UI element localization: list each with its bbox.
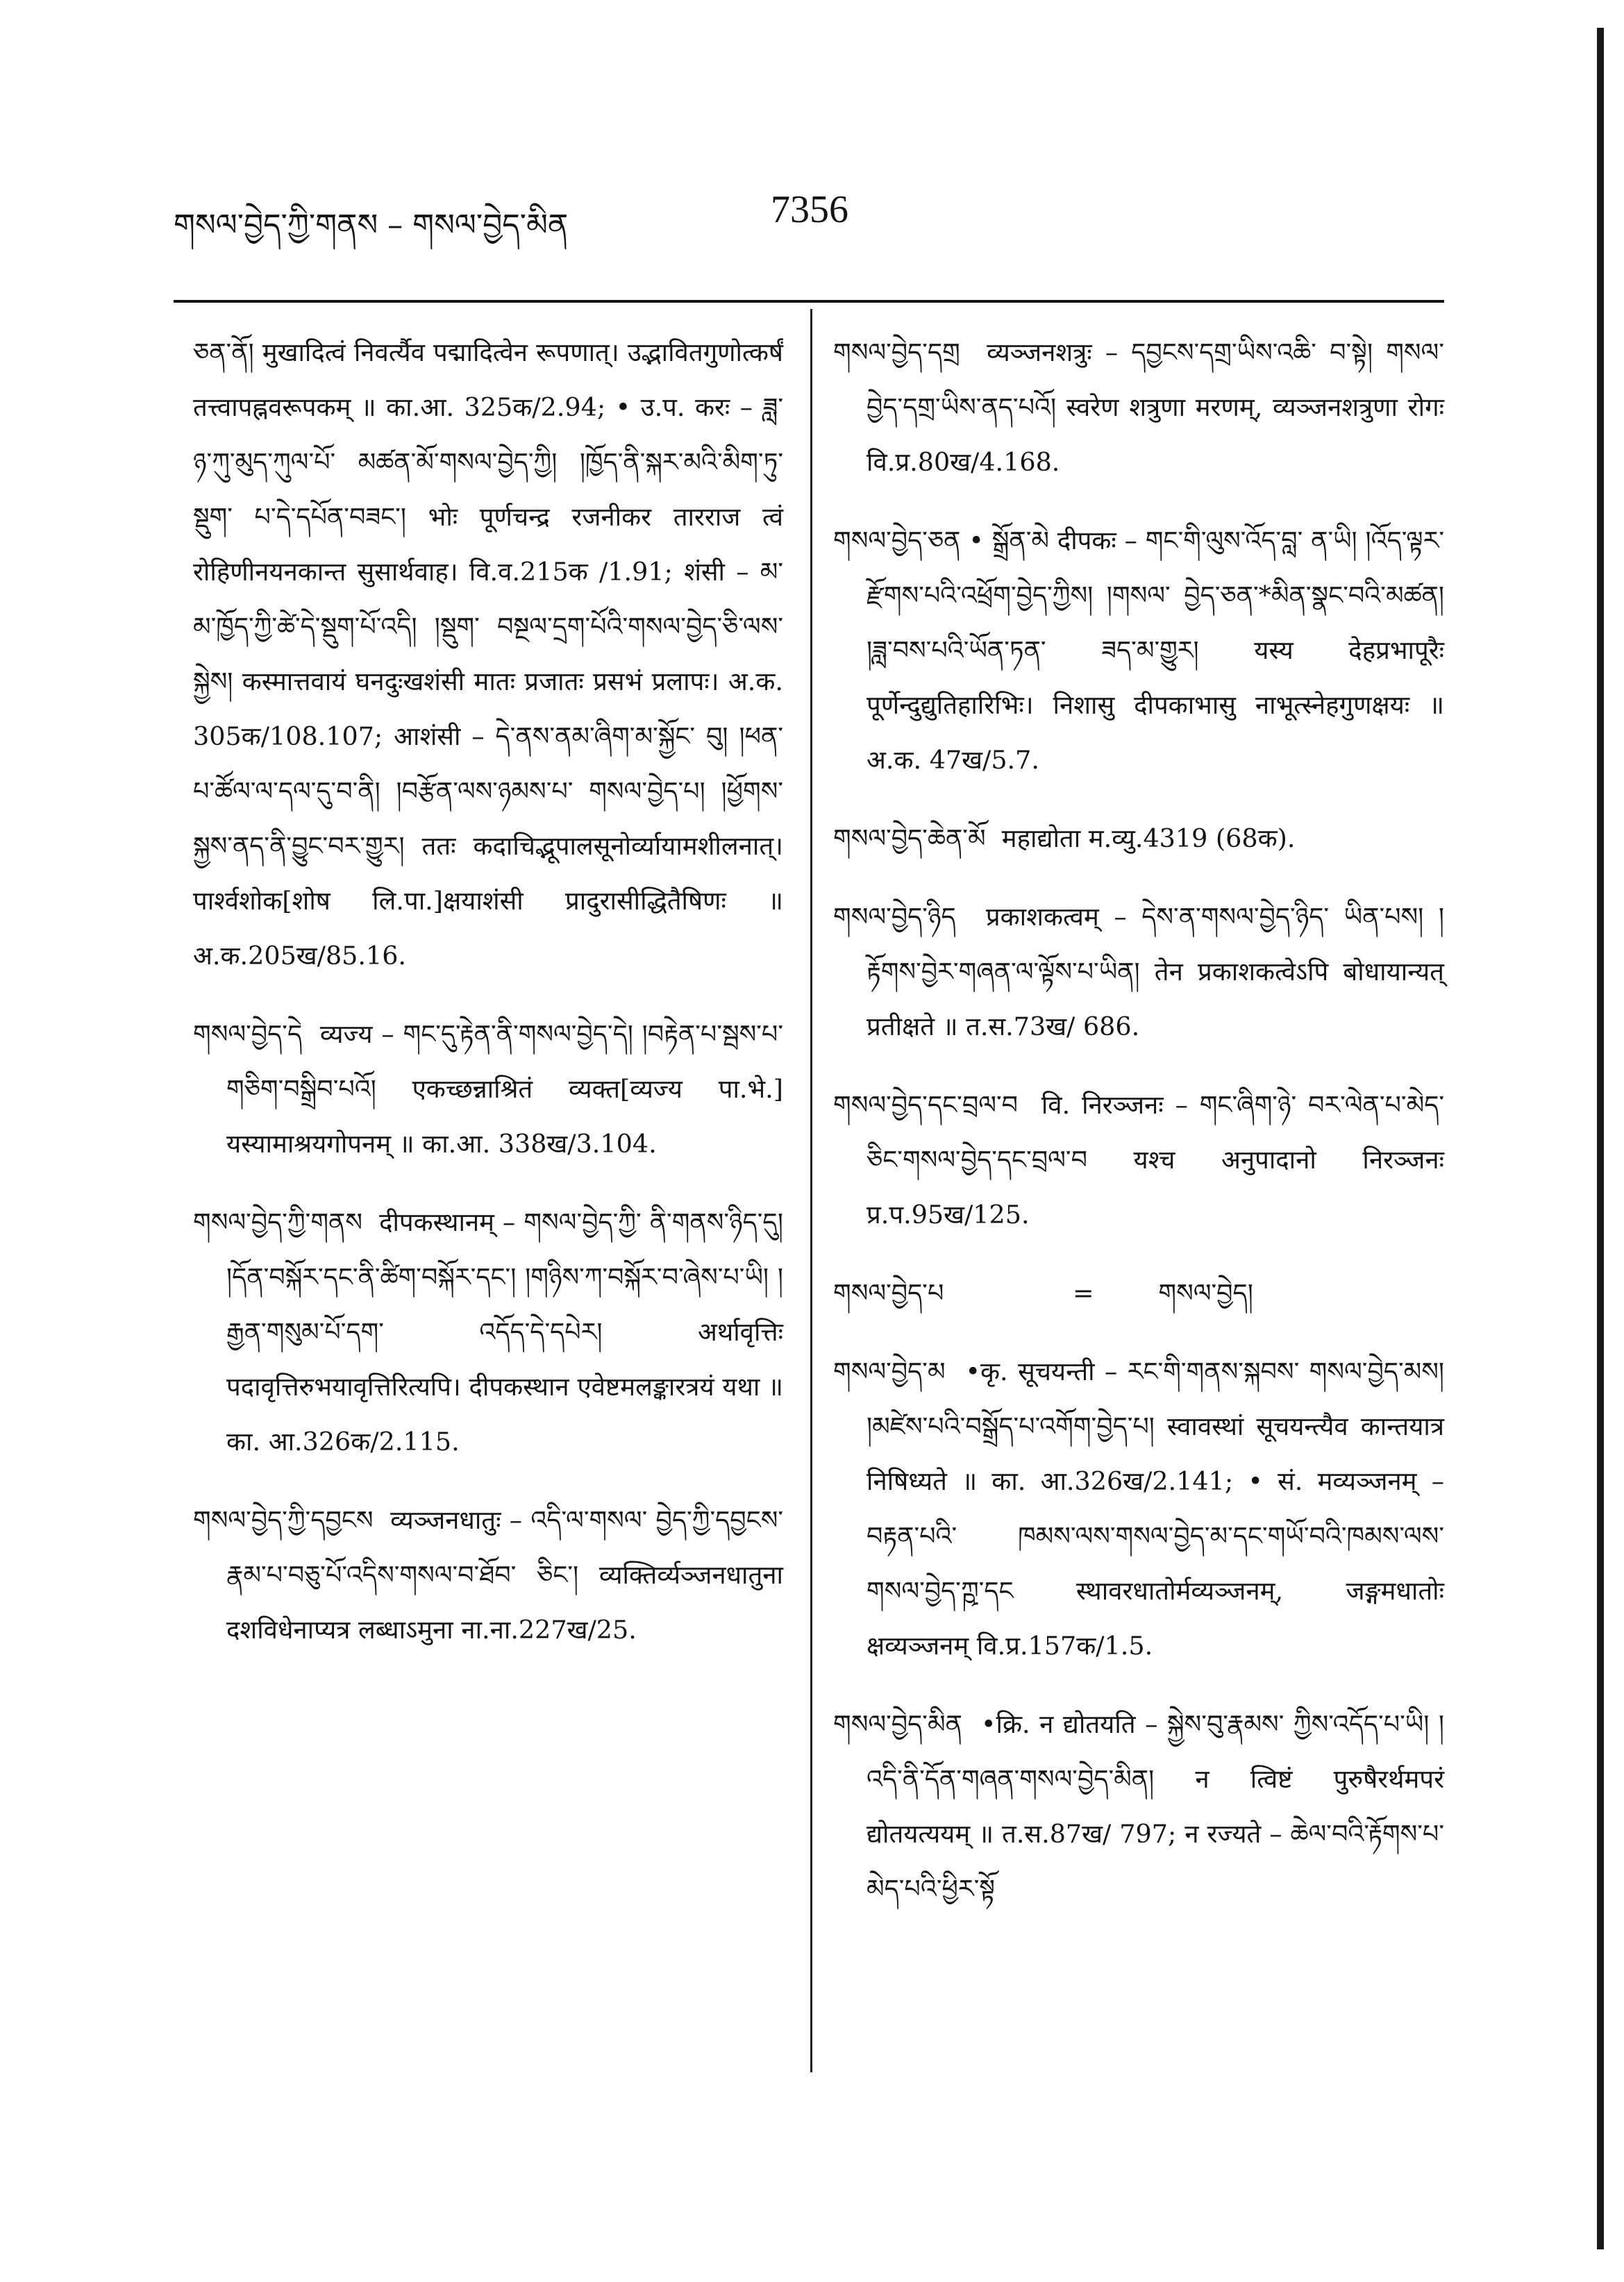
header-rule [174,300,1444,303]
dictionary-entry: གསལ་བྱེད་པ = གསལ་བྱེད། [833,1278,1253,1308]
dictionary-entry: གསལ་བྱེད་ཀྱི་དབྱངས व्यञ्जनधातुः – འདི་ལ་གསལ་ བྱེད་ཀྱི་དབྱངས་རྣམ་པ་བཅུ་པོ་འདིས་གསལ་བ་ཐོབ་ ཅིང་། व्यक्तिर्व्यञ्जनधातुना दशविधेनाप्यत्र लब्धाऽमुना ना.ना.227ख/25. [193,1505,792,1645]
dictionary-entry: གསལ་བྱེད་ཆེན་མོ महाद्योता म.व्यु.4319 (68क). [833,823,1296,853]
dictionary-entry: གསལ་བྱེད་ཅན • སྒྲོན་མེ दीपकः – གང་གི་ལུས་འོད་བླ་ ན་ཡི། །འོད་ལྟར་རྫོགས་པའི་འཕྲོག་བྱེད་ཀྱིས། །གསལ་ བྱེད་ཅན་*མིན་སྣང་བའི་མཚན། །ཟླ་བས་པའི་ཡོན་ཏན་ ཟད་མ་གྱུར། यस्य देहप्रभापूरैः पूर्णेन्दुद्युतिहारिभिः। निशासु दीपकाभासु नाभूत्स्नेहगुणक्षयः ॥ अ.क. 47ख/5.7. [833,526,1453,775]
guide-words: གསལ་བྱེད་ཀྱི་གནས – གསལ་བྱེད་མིན [174,208,569,243]
left-column [193,325,792,1681]
dictionary-entry: གསལ་བྱེད་དེ व्यज्य – གང་དུ་རྟེན་ནི་གསལ་བྱེད་དེ། །བརྟེན་པ་སྦས་པ་གཅིག་བསྒྲིབ་པའོ། एकच्छन्नाश्रितं व्यक्त[व्यज्य पा.भे.] यस्यामाश्रयगोपनम् ॥ का.आ. 338ख/3.104. [193,1019,792,1159]
dictionary-entry: ཅན་ནོ། मुखादित्वं निवर्त्यैव पद्मादित्वेन रूपणात्। उद्भावितगुणोत्कर्षं तत्त्वापह्नवरूपकम् ॥ का.आ. 325क/2.94; • उ.प. करः – ཟླ་ཉ་ཀུ་མུད་ཀུལ་པོ་ མཚན་མོ་གསལ་བྱེད་ཀྱི། །ཁྱོད་ནི་སྐར་མའི་མིག་ཏུ་སྡུག་ པ་དེ་དཔོན་བཟང་། भोः पूर्णचन्द्र रजनीकर तारराज त्वं रोहिणीनयनकान्त सुसार्थवाह। वि.व.215क /1.91; शंसी – མ་མ་ཁྱོད་ཀྱི་ཚེ་དེ་སྡུག་པོ་འདི། །སྡུག་ བསྔལ་དྲག་པོའི་གསལ་བྱེད་ཅི་ལས་སྐྱེས། कस्मात्तवायं घनदुःखशंसी मातः प्रजातः प्रसभं प्रलापः। अ.क. 305क/108.107; आशंसी – དེ་ནས་ནམ་ཞིག་མ་སྐྱོང་ བུ། །ཕན་པ་ཚོལ་ལ་དལ་དུ་བ་ནི། །བརྩོན་ལས་ཉམས་པ་ གསལ་བྱེད་པ། །ཕྱོགས་སྐྱས་ནད་ནི་བྱུང་བར་གྱུར། ततः कदाचिद्भूपालसूनोर्व्यायामशीलनात्। पार्श्वशोक[शोष लि.पा.]क्षयाशंसी प्रादुरासीद्धितैषिणः ॥ अ.क.205ख/85.16. [193,337,792,971]
dictionary-entry: གསལ་བྱེད་དང་བྲལ་བ वि. निरञ्जनः – གང་ཞིག་ཉེ་ བར་ལེན་པ་མེད་ཅིང་གསལ་བྱེད་དང་བྲལ་བ यश्च अनुपादानो निरञ्जनः प्र.प.95ख/125. [833,1090,1453,1230]
dictionary-entry: གསལ་བྱེད་མིན •क्रि. न द्योतयति – སྐྱེས་བུ་རྣམས་ ཀྱིས་འདོད་པ་ཡི། །འདི་ནི་དོན་གཞན་གསལ་བྱེད་མིན། न त्विष्टं पुरुषैरर्थमपरं द्योतयत्ययम् ॥ त.स.87ख/ 797; न रज्यते – ཆེལ་བའི་རྟོགས་པ་མེད་པའི་ཕྱིར་སྟོ [833,1709,1453,1904]
column-divider [810,309,812,2072]
page-edge-border [1597,28,1604,2249]
right-column [833,325,1453,1940]
dictionary-entry: གསལ་བྱེད་ཉིད प्रकाशकत्वम् – དེས་ན་གསལ་བྱེད་ཉིད་ ཡིན་པས། །རྟོགས་བྱེར་གཞན་ལ་ལྟོས་པ་ཡིན། तेन प्रकाशकत्वेऽपि बोधायान्यत् प्रतीक्षते ॥ त.स.73ख/ 686. [833,902,1453,1041]
page-number: 7356 [771,188,848,231]
dictionary-entry: གསལ་བྱེད་དགྲ व्यञ्जनशत्रुः – དབྱངས་དགྲ་ཡིས་འཆི་ བ་སྟེ། གསལ་བྱེད་དགྲ་ཡིས་ནད་པའོ། स्वरेण शत्रुणा मरणम्, व्यञ्जनशत्रुणा रोगः वि.प्र.80ख/4.168. [833,337,1453,477]
dictionary-entry: གསལ་བྱེད་མ •कृ. सूचयन्ती – རང་གི་གནས་སྐབས་ གསལ་བྱེད་མས། །མཛེས་པའི་བསྒྲོད་པ་འགོག་བྱེད་པ། स्वावस्थां सूचयन्त्यैव कान्तयात्र निषिध्यते ॥ का. आ.326ख/2.141; • सं. मव्यञ्जनम् – བརྟན་པའི་ ཁམས་ལས་གསལ་བྱེད་མ་དང་གཡོ་བའི་ཁམས་ལས་ གསལ་བྱེད་ཀྵ་དང स्थावरधातोर्मव्यञ्जनम्, जङ्गमधातोः क्षव्यञ्जनम् वि.प्र.157क/1.5. [833,1357,1453,1661]
dictionary-entry: གསལ་བྱེད་ཀྱི་གནས दीपकस्थानम् – གསལ་བྱེད་ཀྱི་ ནི་གནས་ཉིད་དུ། །དོན་བསྐོར་དང་ནི་ཚིག་བསྐོར་དང་། །གཉིས་ཀ་བསྐོར་བ་ཞེས་པ་ཡི། །རྒྱན་གསུམ་པོ་དག་ འདོད་དེ་དཔེར། अर्थावृत्तिः पदावृत्तिरुभयावृत्तिरित्यपि। दीपकस्थान एवेष्टमलङ्कारत्रयं यथा ॥ का. आ.326क/2.115. [193,1207,792,1457]
